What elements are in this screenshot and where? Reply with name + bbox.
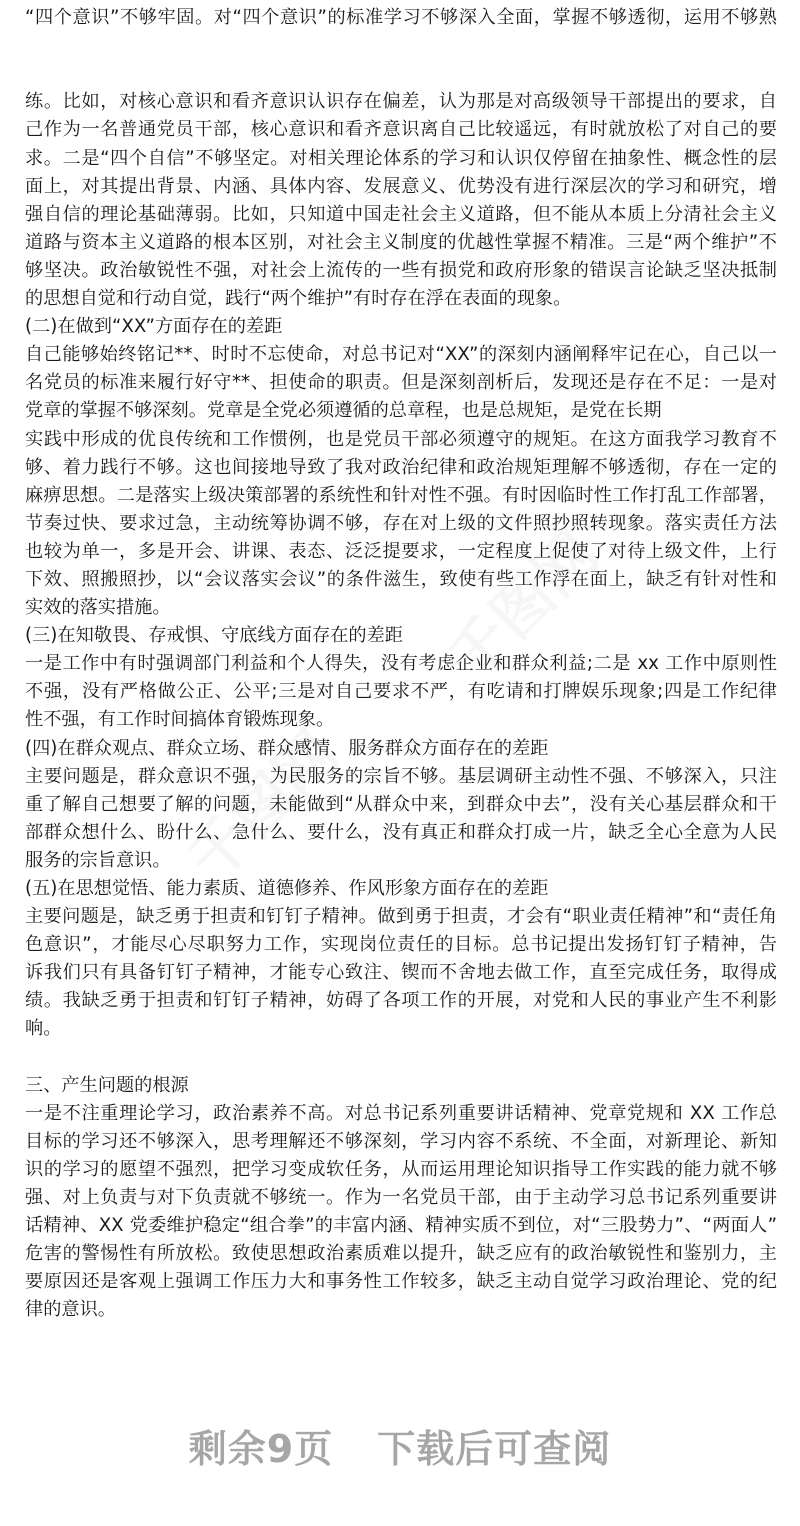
text-line: 性不强，有工作时间搞体育锻炼现象。 (25, 709, 335, 731)
text-line: 不强，没有严格做公正、公平;三是对自己要求不严，有吃请和打牌娱乐现象;四是工作纪律 (25, 681, 777, 703)
text-line: 重了解自己想要了解的问题，未能做到“从群众中来，到群众中去”，没有关心基层群众和干 (25, 793, 777, 815)
text-line: 练。比如，对核心意识和看齐意识认识存在偏差，认为那是对高级领导干部提出的要求，自 (25, 91, 777, 113)
text-line: 危害的警惕性有所放松。致使思想政治素质难以提升，缺乏应有的政治敏锐性和鉴别力，主 (25, 1243, 777, 1265)
text-line: 也较为单一，多是开会、讲课、表态、泛泛提要求，一定程度上促使了对待上级文件，上行 (25, 540, 777, 562)
remaining-pages-label[interactable]: 剩余9页 (188, 1427, 334, 1471)
text-line: 党章的掌握不够深刻。党章是全党必须遵循的总章程，也是总规矩，是党在长期 (25, 400, 662, 422)
blank-line (25, 60, 777, 88)
text-line: 实践中形成的优良传统和工作惯例，也是党员干部必须遵守的规矩。在这方面我学习教育不 (25, 428, 777, 450)
text-line: 话精神、XX 党委维护稳定“组合拳”的丰富内涵、精神实质不到位，对“三股势力”、“两面人” (25, 1215, 777, 1237)
text-line: 强自信的理论基础薄弱。比如，只知道中国走社会主义道路，但不能从本质上分清社会主义 (25, 203, 777, 225)
text-line: 目标的学习还不够深入，思考理解还不够深刻，学习内容不系统、不全面，对新理论、新知 (25, 1130, 777, 1152)
text-line: “四个意识”不够牢固。对“四个意识”的标准学习不够深入全面，掌握不够透彻，运用不够熟 (25, 7, 777, 29)
section-heading: (五)在思想觉悟、能力素质、道德修养、作风形象方面存在的差距 (25, 878, 549, 899)
text-line: 够、着力践行不够。这也间接地导致了我对政治纪律和政治规矩理解不够透彻，存在一定的 (25, 456, 777, 478)
text-line: 色意识”，才能尽心尽职努力工作，实现岗位责任的目标。总书记提出发扬钉钉子精神，告 (25, 934, 777, 956)
text-line: 的思想自觉和行动自觉，践行“两个维护”有时存在浮在表面的现象。 (25, 288, 572, 310)
text-line: 主要问题是，缺乏勇于担责和钉钉子精神。做到勇于担责，才会有“职业责任精神”和“责任角 (25, 906, 777, 928)
section-heading: (三)在知敬畏、存戒惧、守底线方面存在的差距 (25, 625, 403, 647)
section-heading: 三、产生问题的根源 (25, 1074, 189, 1096)
text-line: 名党员的标准来履行好守**、担使命的职责。但是深刻剖析后，发现还是存在不足：一是对 (25, 372, 777, 394)
download-to-view-label[interactable]: 下载后可查阅 (377, 1427, 612, 1471)
text-line: 要原因还是客观上强调工作压力大和事务性工作较多，缺乏主动自觉学习政治理论、党的纪 (25, 1271, 777, 1293)
section-heading: (四)在群众观点、群众立场、群众感情、服务群众方面存在的差距 (25, 737, 549, 759)
text-line: 律的意识。 (25, 1299, 116, 1321)
blank-line (25, 1044, 777, 1072)
section-heading: (二)在做到“XX”方面存在的差距 (25, 316, 283, 338)
text-line: 求。二是“四个自信”不够坚定。对相关理论体系的学习和认识仅停留在抽象性、概念性的层 (25, 147, 777, 169)
text-line: 服务的宗旨意识。 (25, 849, 171, 871)
text-line: 道路与资本主义道路的根本区别，对社会主义制度的优越性掌握不精准。三是“两个维护”不 (25, 231, 777, 253)
text-line: 节奏过快、要求过急，主动统筹协调不够，存在对上级的文件照抄照转现象。落实责任方法 (25, 512, 777, 534)
text-line: 识的学习的愿望不强烈，把学习变成软任务，从而运用理论知识指导工作实践的能力就不够 (25, 1158, 777, 1180)
download-prompt[interactable] (0, 1418, 800, 1473)
text-line: 绩。我缺乏勇于担责和钉钉子精神，妨碍了各项工作的开展，对党和人民的事业产生不利影 (25, 990, 777, 1012)
text-line: 下效、照搬照抄，以“会议落实会议”的条件滋生，致使有些工作浮在面上，缺乏有针对性和 (25, 568, 777, 590)
text-line: 自己能够始终铭记**、时时不忘使命，对总书记对“XX”的深刻内涵阐释牢记在心，自己以一 (25, 344, 777, 366)
text-line: 己作为一名普通党员干部，核心意识和看齐意识离自己比较遥远，有时就放松了对自己的要 (25, 119, 777, 141)
text-line: 部群众想什么、盼什么、急什么、要什么，没有真正和群众打成一片，缺乏全心全意为人民 (25, 821, 777, 843)
text-line: 一是不注重理论学习，政治素养不高。对总书记系列重要讲话精神、党章党规和 XX 工作总 (25, 1102, 777, 1124)
text-line: 响。 (25, 1018, 62, 1040)
text-line: 够坚决。政治敏锐性不强，对社会上流传的一些有损党和政府形象的错误言论缺乏坚决抵制 (25, 259, 777, 281)
document-body (25, 0, 777, 1325)
text-line: 实效的落实措施。 (25, 597, 171, 619)
text-line: 麻痹思想。二是落实上级决策部署的系统性和针对性不强。有时因临时性工作打乱工作部署， (25, 484, 777, 506)
text-line: 诉我们只有具备钉钉子精神，才能专心致注、锲而不舍地去做工作，直至完成任务，取得成 (25, 962, 777, 984)
blank-line (25, 32, 777, 60)
text-line: 面上，对其提出背景、内涵、具体内容、发展意义、优势没有进行深层次的学习和研究，增 (25, 175, 777, 197)
text-line: 主要问题是，群众意识不强，为民服务的宗旨不够。基层调研主动性不强、不够深入，只注 (25, 765, 777, 787)
text-line: 一是工作中有时强调部门利益和个人得失，没有考虑企业和群众利益;二是 xx 工作中原则性 (25, 653, 777, 675)
text-line: 强、对上负责与对下负责就不够统一。作为一名党员干部，由于主动学习总书记系列重要讲 (25, 1187, 777, 1209)
